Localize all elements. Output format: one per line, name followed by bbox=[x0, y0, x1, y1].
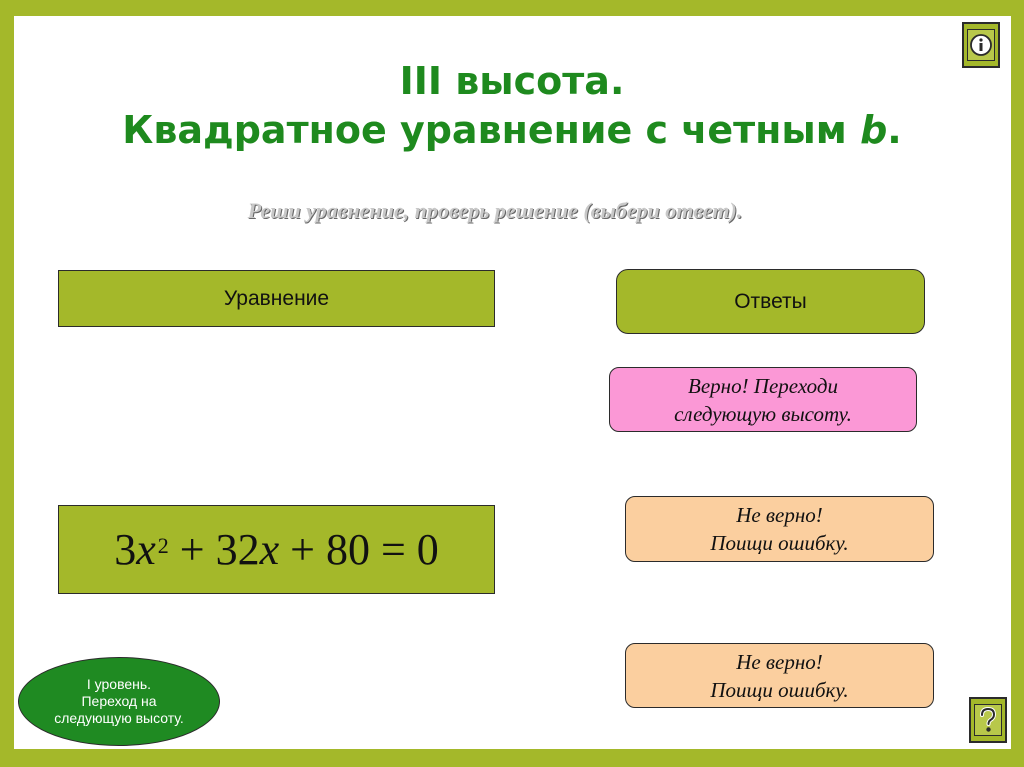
equation-header: Уравнение bbox=[58, 270, 495, 327]
answer-option-correct[interactable]: Верно! Переходи следующую высоту. bbox=[609, 367, 917, 432]
eq-rest-2: + 80 = 0 bbox=[279, 525, 439, 574]
question-icon bbox=[977, 706, 999, 734]
eq-var-x-2: x bbox=[259, 525, 280, 574]
info-button[interactable] bbox=[962, 22, 1000, 68]
eq-var-x: x bbox=[136, 525, 156, 574]
page-title bbox=[0, 57, 1024, 155]
equation-box bbox=[58, 505, 495, 594]
instruction-text: Реши уравнение, проверь решение (выбери ответ). bbox=[247, 198, 743, 223]
answer-option-wrong-2[interactable]: Не верно! Поищи ошибку. bbox=[625, 643, 934, 708]
title-line-2-text: Квадратное уравнение с четным bbox=[122, 108, 861, 152]
eq-power: 2 bbox=[157, 532, 169, 558]
help-button[interactable] bbox=[969, 697, 1007, 743]
title-line-1: III высота. bbox=[399, 59, 625, 103]
info-icon bbox=[969, 33, 993, 57]
title-period: . bbox=[887, 108, 902, 152]
help-icon-frame bbox=[974, 704, 1002, 736]
eq-rest-1: + 32 bbox=[168, 525, 260, 574]
info-icon-frame bbox=[967, 29, 995, 61]
level-transition-button[interactable]: I уровень. Переход на следующую высоту. bbox=[18, 657, 220, 746]
answers-header: Ответы bbox=[616, 269, 925, 334]
answer-option-wrong-1[interactable]: Не верно! Поищи ошибку. bbox=[625, 496, 934, 562]
title-variable: b bbox=[860, 108, 888, 152]
title-line-2 bbox=[0, 106, 1024, 155]
eq-coef-a: 3 bbox=[114, 525, 137, 574]
